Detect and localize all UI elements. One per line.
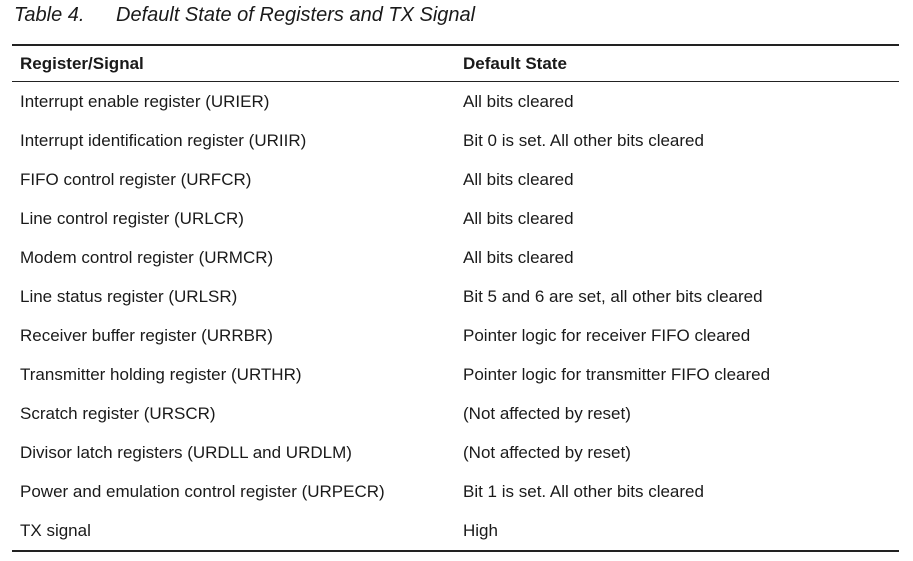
register-cell: TX signal: [20, 520, 91, 540]
default-state-cell: (Not affected by reset): [463, 442, 631, 462]
register-cell: Interrupt enable register (URIER): [20, 91, 270, 111]
table-row: [12, 238, 899, 277]
table-row: [12, 316, 899, 355]
register-cell: Interrupt identification register (URIIR): [20, 130, 307, 150]
table-row: [12, 355, 899, 394]
table-row: [12, 472, 899, 511]
table-header-row: [12, 46, 899, 81]
table-bottom-rule: [12, 550, 899, 552]
table-title: Default State of Registers and TX Signal: [116, 4, 476, 26]
table-body: [12, 82, 899, 550]
header-register-signal: Register/Signal: [20, 54, 144, 73]
register-cell: Line control register (URLCR): [20, 208, 244, 228]
table-row: [12, 394, 899, 433]
default-state-cell: All bits cleared: [463, 91, 574, 111]
table-row: [12, 277, 899, 316]
table-row: [12, 160, 899, 199]
register-cell: Power and emulation control register (URPECR): [20, 481, 385, 501]
default-state-cell: Pointer logic for transmitter FIFO cleared: [463, 364, 771, 384]
default-state-cell: (Not affected by reset): [463, 403, 631, 423]
table-row: [12, 511, 899, 550]
default-state-cell: All bits cleared: [463, 169, 574, 189]
table-number: Table 4.: [14, 4, 85, 26]
default-state-cell: All bits cleared: [463, 208, 574, 228]
table-row: [12, 121, 899, 160]
table-caption: [14, 4, 475, 27]
default-state-cell: Bit 1 is set. All other bits cleared: [463, 481, 704, 501]
register-cell: Divisor latch registers (URDLL and URDLM): [20, 442, 352, 462]
table-row: [12, 199, 899, 238]
table-row: [12, 433, 899, 472]
default-state-cell: Bit 5 and 6 are set, all other bits cleared: [463, 286, 763, 306]
register-cell: FIFO control register (URFCR): [20, 169, 252, 189]
registers-table: [12, 44, 899, 552]
header-default-state: Default State: [463, 54, 567, 73]
register-cell: Receiver buffer register (URRBR): [20, 325, 273, 345]
register-cell: Transmitter holding register (URTHR): [20, 364, 302, 384]
register-cell: Line status register (URLSR): [20, 286, 238, 306]
default-state-cell: All bits cleared: [463, 247, 574, 267]
table-row: [12, 82, 899, 121]
default-state-cell: Bit 0 is set. All other bits cleared: [463, 130, 704, 150]
register-cell: Scratch register (URSCR): [20, 403, 216, 423]
default-state-cell: Pointer logic for receiver FIFO cleared: [463, 325, 751, 345]
default-state-cell: High: [463, 520, 498, 540]
register-cell: Modem control register (URMCR): [20, 247, 274, 267]
